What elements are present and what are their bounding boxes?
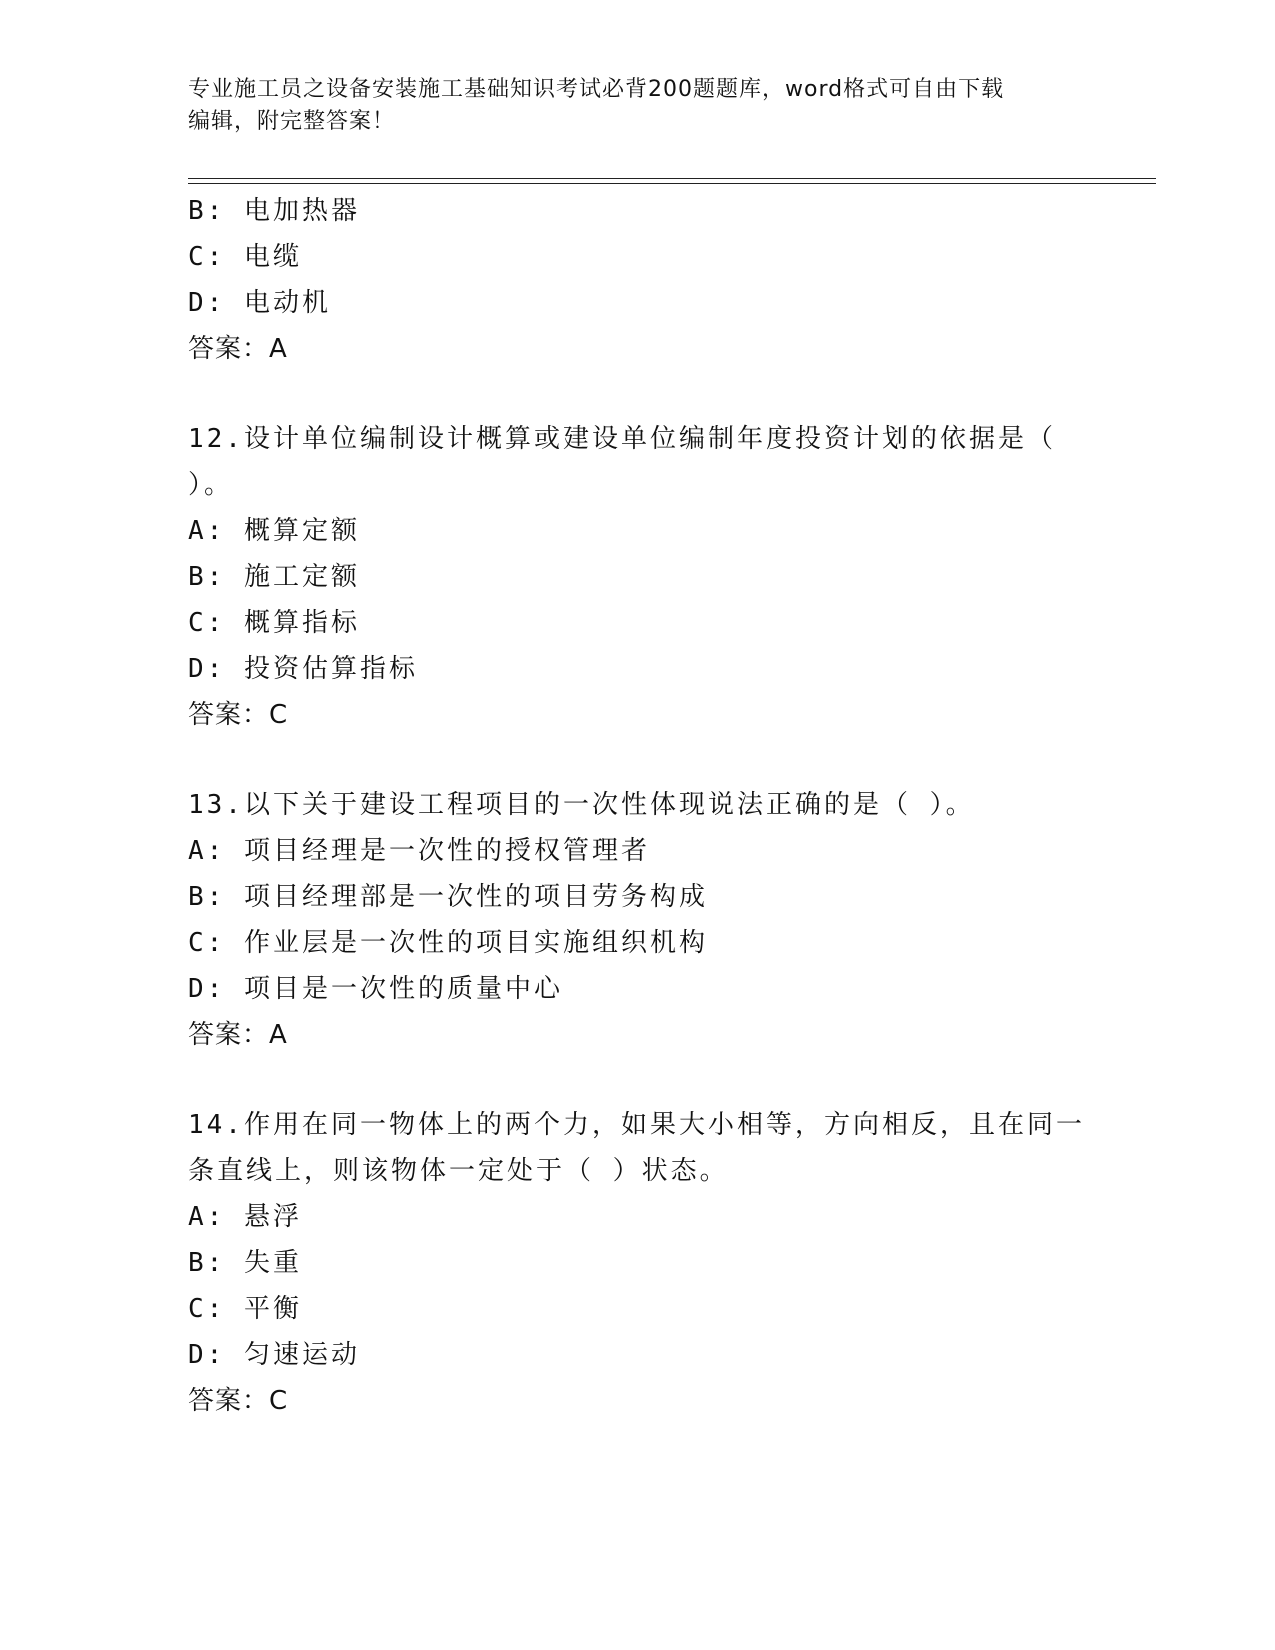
- option-text: 项目是一次性的质量中心: [243, 974, 563, 1004]
- header-rule-top: [188, 178, 1156, 179]
- option-key: D: [188, 654, 207, 684]
- option-text: 悬浮: [243, 1202, 302, 1232]
- option-key: B: [188, 1248, 207, 1278]
- question-stem: 13.以下关于建设工程项目的一次性体现说法正确的是（ ）。: [188, 790, 975, 820]
- question-block: [188, 1102, 1088, 1424]
- option-text: 电加热器: [243, 196, 360, 226]
- option-text: 电缆: [243, 242, 302, 272]
- question-stem: 14.作用在同一物体上的两个力，如果大小相等，方向相反，且在同一: [188, 1110, 1085, 1140]
- answer-option: A: 概算定额: [188, 516, 360, 546]
- option-text: 概算定额: [243, 516, 360, 546]
- question-block: [188, 416, 1088, 738]
- answer-option: A: 悬浮: [188, 1202, 302, 1232]
- answer-line: 答案：A: [188, 334, 288, 364]
- option-key: C: [188, 608, 207, 638]
- spacer: [188, 372, 1088, 416]
- answer-option: C: 概算指标: [188, 608, 360, 638]
- option-text: 概算指标: [243, 608, 360, 638]
- header-line-2: 编辑，附完整答案！: [188, 109, 396, 134]
- answer-option: D: 投资估算指标: [188, 654, 418, 684]
- answer-line: 答案：A: [188, 1020, 288, 1050]
- option-key: A: [188, 1202, 207, 1232]
- option-key: D: [188, 1340, 207, 1370]
- option-text: 作业层是一次性的项目实施组织机构: [243, 928, 708, 958]
- option-text: 项目经理是一次性的授权管理者: [243, 836, 650, 866]
- option-text: 施工定额: [243, 562, 360, 592]
- answer-option: B: 项目经理部是一次性的项目劳务构成: [188, 882, 708, 912]
- option-text: 投资估算指标: [243, 654, 418, 684]
- option-key: A: [188, 516, 207, 546]
- answer-option: A: 项目经理是一次性的授权管理者: [188, 836, 650, 866]
- answer-option: D: 项目是一次性的质量中心: [188, 974, 563, 1004]
- question-stem: ）。: [188, 470, 234, 500]
- answer-option: D: 匀速运动: [188, 1340, 360, 1370]
- option-key: B: [188, 882, 207, 912]
- answer-option: B: 失重: [188, 1248, 302, 1278]
- option-key: C: [188, 1294, 207, 1324]
- previous-question-tail: [188, 188, 1088, 372]
- answer-option: C: 作业层是一次性的项目实施组织机构: [188, 928, 708, 958]
- option-b: B: 电加热器: [188, 196, 360, 226]
- answer-line: 答案：C: [188, 700, 289, 730]
- option-key: B: [188, 562, 207, 592]
- answer-option: C: 平衡: [188, 1294, 302, 1324]
- spacer: [188, 738, 1088, 782]
- document-header: [188, 74, 1088, 138]
- option-d: D: 电动机: [188, 288, 331, 318]
- option-text: 失重: [243, 1248, 302, 1278]
- option-text: 电动机: [243, 288, 331, 318]
- option-text: 项目经理部是一次性的项目劳务构成: [243, 882, 708, 912]
- option-key: C: [188, 928, 207, 958]
- option-key: D: [188, 288, 207, 318]
- question-block: [188, 782, 1088, 1058]
- option-c: C: 电缆: [188, 242, 302, 272]
- question-stem: 12.设计单位编制设计概算或建设单位编制年度投资计划的依据是（: [188, 424, 1056, 454]
- question-stem: 条直线上，则该物体一定处于（ ）状态。: [188, 1156, 729, 1186]
- answer-line: 答案：C: [188, 1386, 289, 1416]
- question-list: [188, 188, 1088, 1424]
- option-text: 平衡: [243, 1294, 302, 1324]
- option-text: 匀速运动: [243, 1340, 360, 1370]
- spacer: [188, 1058, 1088, 1102]
- option-key: B: [188, 196, 207, 226]
- header-rule-bottom: [188, 183, 1156, 184]
- header-line-1: 专业施工员之设备安装施工基础知识考试必背200题题库，word格式可自由下载: [188, 77, 1005, 102]
- option-key: C: [188, 242, 207, 272]
- answer-option: B: 施工定额: [188, 562, 360, 592]
- option-key: A: [188, 836, 207, 866]
- option-key: D: [188, 974, 207, 1004]
